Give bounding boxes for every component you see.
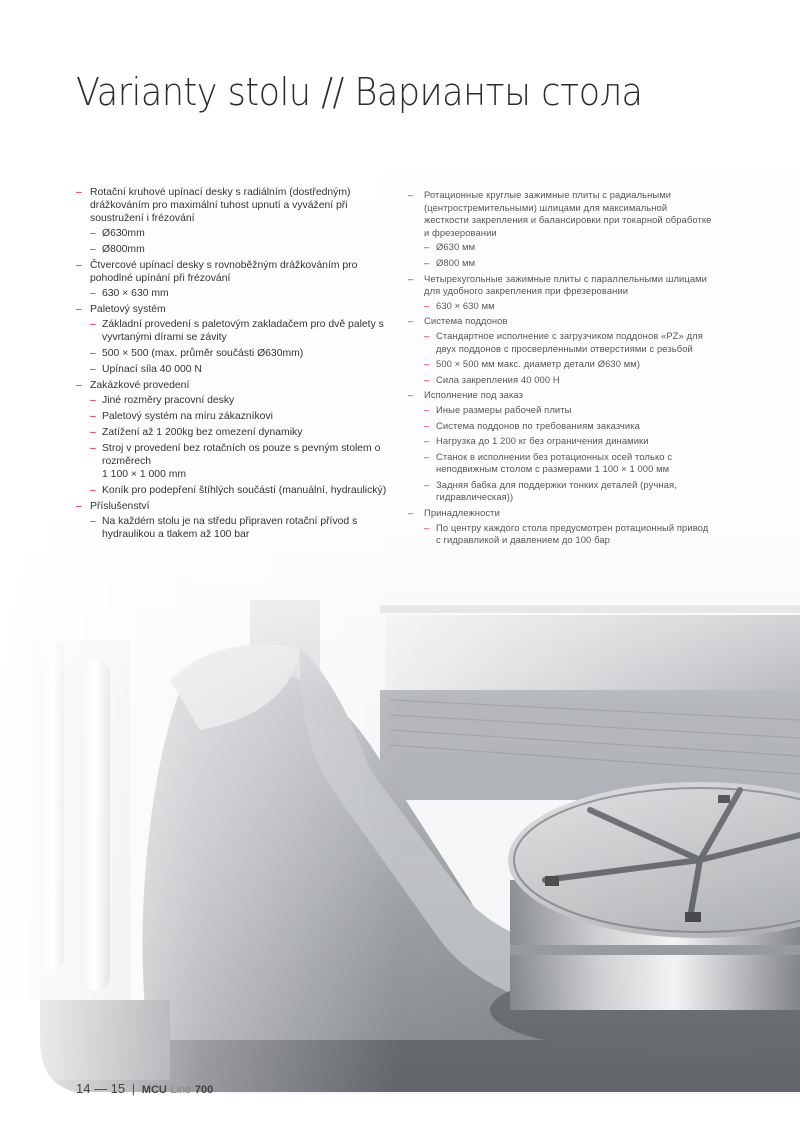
item-text: Система поддонов: [424, 315, 508, 327]
page-numbers: 14 — 15: [76, 1081, 126, 1096]
sub-item: – Koník pro podepření štíhlých součástí (manuální, hydraulický): [90, 484, 396, 497]
sub-item: – Ø800 мм: [424, 257, 713, 270]
sub-item: – Základní provedení s paletovým zakladačem pro dvě palety s vyvrtanými dírami se závity: [90, 318, 396, 344]
russian-list: [408, 189, 713, 550]
sub-item: – Нагрузка до 1 200 кг без ограничения динамики: [424, 435, 713, 448]
sub-item: – Сила закрепления 40 000 Н: [424, 374, 713, 387]
page-title: Varianty stolu // Варианты стола: [76, 70, 643, 114]
sub-item: – Задняя бабка для поддержки тонких деталей (ручная, гидравлическая)): [424, 479, 713, 504]
list-item: [408, 507, 713, 547]
list-item: [408, 315, 713, 386]
item-text: Ротационные круглые зажимные плиты с радиальными (центростремительными) шлицами для максимальной жесткости закрепления и балансировки при токарной обработке и фрезеровании: [424, 189, 712, 238]
sub-item: – 630 × 630 мм: [424, 300, 713, 313]
sub-item: – Stroj v provedení bez rotačních os pouze s pevným stolem o rozměrech 1 100 × 1 000 mm: [90, 442, 396, 481]
item-text: Čtvercové upínací desky s rovnoběžným drážkováním pro pohodlné upínání při frézování: [90, 260, 358, 284]
item-text: Příslušenství: [90, 501, 150, 512]
list-item: [408, 189, 713, 270]
item-text: Четырехугольные зажимные плиты с параллельными шлицами для удобного закрепления при фрезеровании: [424, 272, 708, 297]
sub-item: – Upínací síla 40 000 N: [90, 363, 396, 376]
item-text: Zakázkové provedení: [90, 380, 190, 391]
item-text: Принадлежности: [424, 507, 500, 519]
list-item: [408, 389, 713, 504]
product-name: MCU: [141, 1084, 167, 1096]
product-line: Line: [170, 1084, 192, 1096]
czech-list: [76, 186, 396, 544]
item-text: Paletový systém: [90, 304, 166, 315]
sub-item: – Станок в исполнении без ротационных осей только с неподвижным столом с размерами 1 100 × 1 000 мм: [424, 451, 713, 476]
list-item: [408, 273, 713, 313]
sub-item: – Стандартное исполнение с загрузчиком поддонов «PZ» для двух поддонов с просверленными отверстиями с резьбой: [424, 330, 713, 355]
product-model: 700: [194, 1084, 214, 1096]
sub-item: – Zatížení až 1 200kg bez omezení dynamiky: [90, 426, 396, 439]
sub-item: – Jiné rozměry pracovní desky: [90, 394, 396, 407]
page-footer: [76, 1081, 213, 1096]
sub-item: – Иные размеры рабочей плиты: [424, 404, 713, 417]
sub-item: – Ø630mm: [90, 227, 396, 240]
sub-item: – 500 × 500 (max. průměr součásti Ø630mm): [90, 347, 396, 360]
sub-item: – Система поддонов по требованиям заказчика: [424, 420, 713, 433]
footer-separator: |: [131, 1081, 136, 1096]
item-text: Rotační kruhové upínací desky s radiálním (dostředným) drážkováním pro maximální tuhost upnutí a vyvážení při soustružení i frézování: [90, 187, 351, 224]
list-item: [76, 500, 396, 541]
sub-item: – По центру каждого стола предусмотрен ротационный привод с гидравликой и давлением до 100 бар: [424, 522, 713, 547]
sub-item: – Ø800mm: [90, 243, 396, 256]
sub-item: – Na každém stolu je na středu připraven rotační přívod s hydraulikou a tlakem až 100 bar: [90, 515, 396, 541]
sub-item: – Ø630 мм: [424, 241, 713, 254]
list-item: [76, 186, 396, 256]
list-item: [76, 303, 396, 376]
sub-item: – Paletový systém na míru zákazníkovi: [90, 410, 396, 423]
sub-item: – 500 × 500 мм макс. диаметр детали Ø630 мм): [424, 358, 713, 371]
sub-item: – 630 × 630 mm: [90, 287, 396, 300]
list-item: [76, 259, 396, 300]
list-item: [76, 379, 396, 497]
item-text: Исполнение под заказ: [424, 389, 523, 401]
